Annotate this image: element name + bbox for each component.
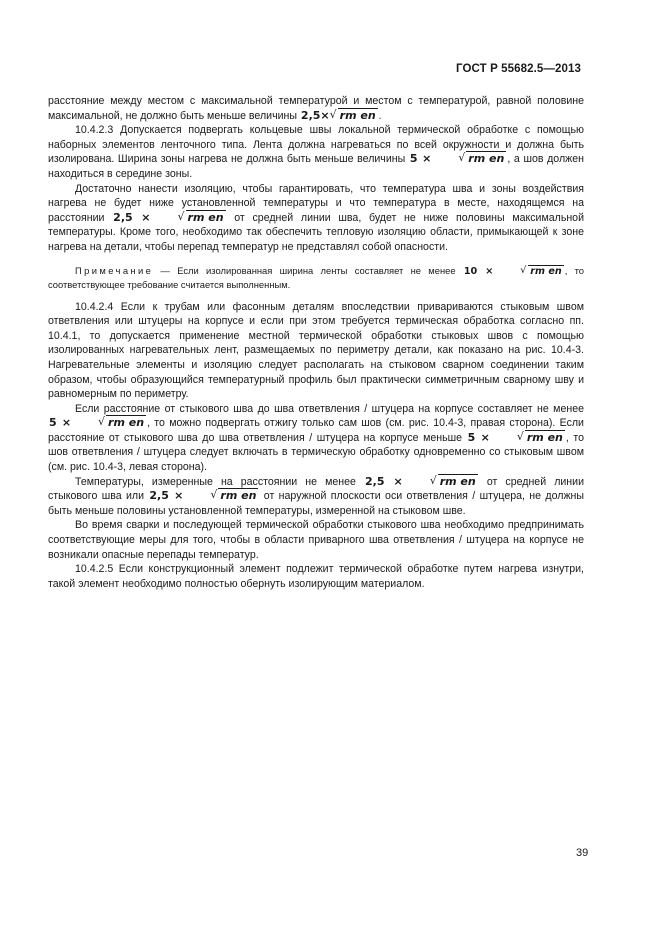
note-label: Примечание bbox=[75, 264, 154, 276]
paragraph-10-4-2-4: 10.4.2.4 Если к трубам или фасонным деталям впоследствии привариваются стыковым швом ответвления или штуцеры на корпусе и если при этом требуется термическая обработка согласно пп. 10.4.1, то допускается применение местной термической обработки стыковых швов с помощью изолированных нагревательных лент, размещаемых по периметру детали, как показано на рис. 10.4-3. Нагревательные элементы и изоляцию следует располагать на стыковом сварном соединении таким образом, чтобы образующийся температурный профиль был практически симметричным сварному шву и равномерным по периметру. bbox=[48, 300, 584, 401]
paragraph-1: расстояние между местом с максимальной температурой и местом с температурой, равной половине максимальной, не должно быть меньше величины 2,5×√ rm en . bbox=[48, 94, 584, 123]
formula-2-5: 2,5 ×√ rm en bbox=[364, 475, 479, 488]
paragraph-insulation: Достаточно нанести изоляцию, чтобы гарантировать, что температура шва и зоны воздействия нагрева не будет ниже установленной температуры и что температура в месте, находящемся на расстоянии 2,5 ×√ rm en от средней линии шва, будет не ниже половины максимальной температуры. Кроме того, необходимо так обеспечить тепловую изоляцию области, примыкающей к зоне нагрева на детали, чтобы перепад температур не представлял собой опасности. bbox=[48, 182, 584, 255]
formula-5: 5 ×√ rm en bbox=[409, 152, 507, 165]
paragraph-welding: Во время сварки и последующей термической обработки стыкового шва необходимо предпринимать соответствующие меры для того, чтобы в области приварного шва ответвления / штуцера на корпусе не возникали опасные перепады температур. bbox=[48, 519, 584, 561]
formula-5: 5 ×√ rm en bbox=[467, 431, 566, 444]
paragraph-10-4-2-3: 10.4.2.3 Допускается подвергать кольцевые швы локальной термической обработке с помощью наборных элементов ленточного типа. Лента должна нагреваться по всей окружности и должна быть изолирована. Ширина зоны нагрева не должна быть меньше величины 5 ×√ rm en , а шов должен находиться в середине зоны. bbox=[48, 123, 584, 181]
document-code: ГОСТ Р 55682.5—2013 bbox=[456, 63, 581, 75]
formula-2-5: 2,5 ×√ rm en bbox=[112, 211, 226, 224]
note: Примечание — Если изолированная ширина ленты составляет не менее 10 ×√ rm en , то соответствующее требование считается выполненным. bbox=[48, 264, 584, 291]
paragraph-temperatures: Температуры, измеренные на расстоянии не менее 2,5 ×√ rm en от средней линии стыкового шва или 2,5 ×√ rm en от наружной плоскости оси ответвления / штуцера, не должны быть меньше половины установленной температуры, измеренной на стыковом шве. bbox=[48, 475, 584, 519]
formula-10: 10 ×√ rm en bbox=[463, 266, 565, 277]
paragraph-distance: Если расстояние от стыкового шва до шва ответвления / штуцера на корпусе составляет не менее 5 ×√ rm en , то можно подвергать отжигу только сам шов (см. рис. 10.4-3, правая сторона). Если расстояние от стыкового шва до шва ответвления / штуцера на корпусе меньше 5 ×√ rm en , то шов ответвления / штуцера следует включать в термическую обработку одновременно со стыковым швом (см. рис. 10.4-3, левая сторона). bbox=[48, 402, 584, 475]
formula-5: 5 ×√ rm en bbox=[48, 416, 147, 429]
page-body bbox=[48, 94, 584, 591]
formula-2-5: 2,5 ×√ rm en bbox=[148, 489, 259, 502]
page-number: 39 bbox=[576, 847, 589, 859]
paragraph-10-4-2-5: 10.4.2.5 Если конструкционный элемент подлежит термической обработке путем нагрева изнутри, такой элемент необходимо полностью обернуть изолирующим материалом. bbox=[48, 563, 584, 590]
formula-2-5: 2,5×√ rm en bbox=[300, 109, 379, 122]
